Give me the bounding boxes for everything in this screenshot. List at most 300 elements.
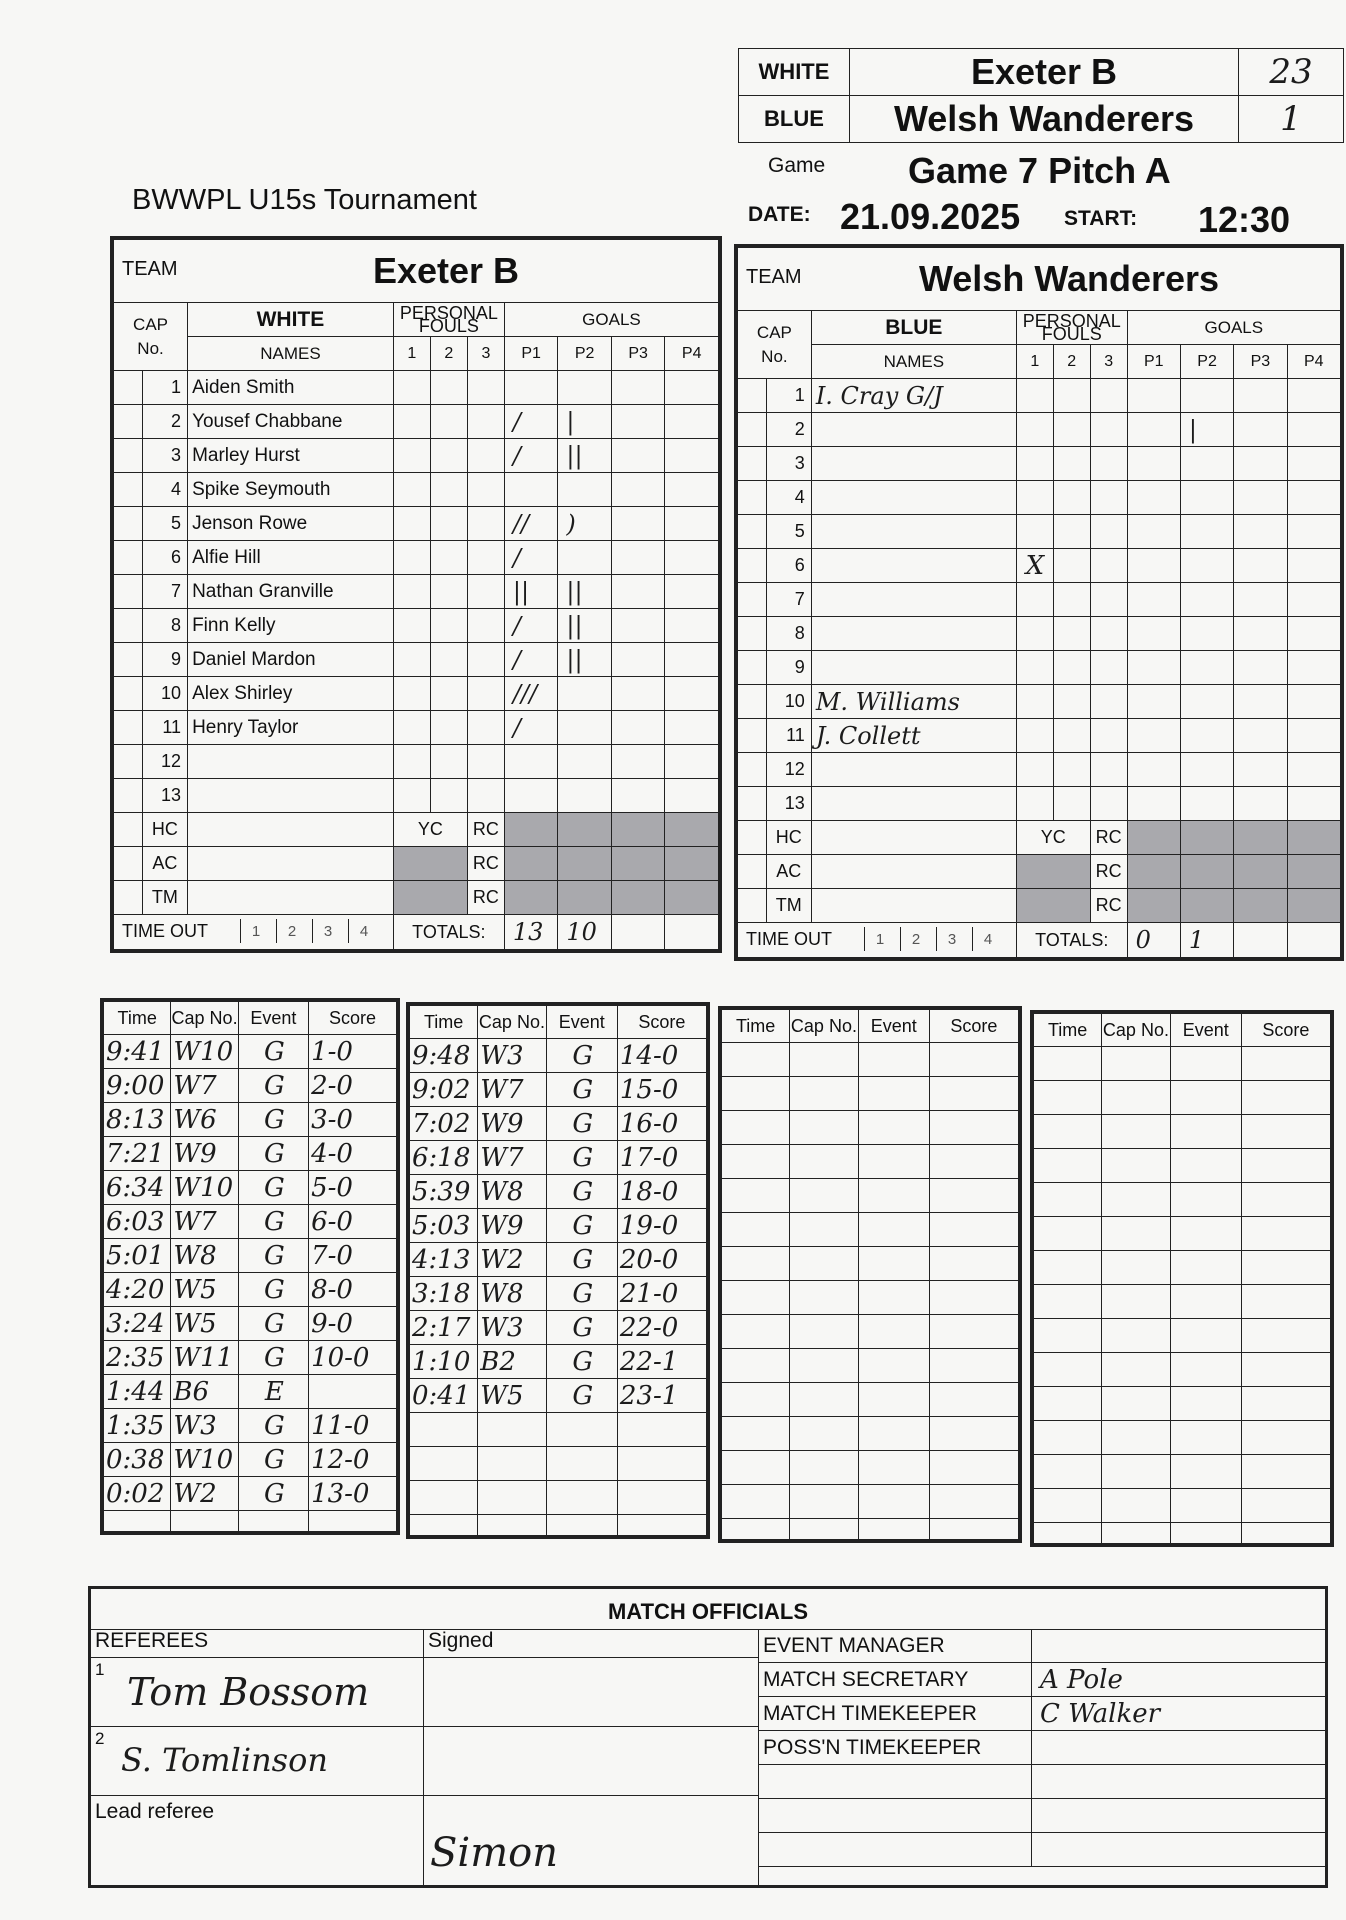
white-team-label: TEAM [122, 258, 178, 280]
player-name [811, 787, 1016, 821]
player-name: Spike Seymouth [188, 473, 394, 507]
event-log-row [722, 1281, 1019, 1315]
player-row [114, 405, 719, 439]
player-name [188, 779, 394, 813]
official-blank-row [759, 1765, 1325, 1799]
event-time: 2:17 [410, 1311, 478, 1345]
event-cap [790, 1349, 858, 1383]
lead-referee-cell [91, 1796, 423, 1886]
player-name: J. Collett [811, 719, 1016, 753]
shaded-goal-cell [504, 881, 557, 915]
official-spacer [114, 881, 143, 915]
event-log-row [104, 1375, 397, 1409]
event-cap: W2 [478, 1243, 546, 1277]
event-time: 7:02 [410, 1107, 478, 1141]
white-official-row-ac [114, 847, 719, 881]
event-type: G [546, 1379, 617, 1413]
player-foul-1 [393, 643, 430, 677]
player-goals-p4 [665, 643, 719, 677]
official-role-label: HC [766, 821, 811, 855]
shaded-goal-cell [611, 881, 664, 915]
event-score: 16-0 [617, 1107, 706, 1141]
player-foul-1 [393, 745, 430, 779]
event-score: 11-0 [309, 1409, 397, 1443]
blue-timeout-cell [738, 923, 1017, 958]
player-foul-2 [1053, 481, 1090, 515]
event-time [1034, 1081, 1102, 1115]
event-log-row [104, 1103, 397, 1137]
event-time [1034, 1421, 1102, 1455]
log-header-cell: Score [929, 1010, 1018, 1043]
event-score [929, 1213, 1018, 1247]
event-log-row [104, 1477, 397, 1511]
blue-official-row-hc [738, 821, 1341, 855]
player-row [738, 719, 1341, 753]
referee-2-number: 2 [95, 1729, 105, 1748]
event-type [858, 1281, 929, 1315]
player-foul-1 [1016, 719, 1053, 753]
player-name [811, 447, 1016, 481]
player-spacer [114, 609, 143, 643]
player-row [114, 541, 719, 575]
player-cap-number: 13 [142, 779, 187, 813]
player-goals-p1 [504, 371, 557, 405]
player-goals-p3 [1234, 515, 1287, 549]
log-footer-cell [546, 1515, 617, 1536]
event-score [1241, 1183, 1330, 1217]
event-time: 5:01 [104, 1239, 171, 1273]
player-goals-p1: / [504, 609, 557, 643]
log-header-cell: Event [238, 1002, 308, 1035]
player-goals-p1 [504, 779, 557, 813]
player-cap-number: 3 [766, 447, 811, 481]
event-log-row [410, 1141, 707, 1175]
timeout-box-2: 2 [276, 919, 307, 943]
official-spacer [738, 855, 767, 889]
blue-cap-header [738, 311, 812, 379]
player-foul-3 [467, 711, 504, 745]
player-goals-p2 [1180, 447, 1233, 481]
yellow-card-shaded [393, 881, 467, 915]
player-name: Alex Shirley [188, 677, 394, 711]
event-type [1170, 1387, 1241, 1421]
player-name [811, 651, 1016, 685]
event-cap: W2 [171, 1477, 238, 1511]
event-cap [790, 1315, 858, 1349]
player-goals-p4 [665, 745, 719, 779]
player-goals-p4 [665, 609, 719, 643]
event-log-row [410, 1311, 707, 1345]
player-name [188, 745, 394, 779]
event-type [1170, 1285, 1241, 1319]
event-time: 6:34 [104, 1171, 171, 1205]
referee-1-signature [424, 1658, 758, 1727]
player-foul-2 [430, 473, 467, 507]
event-log-row [1034, 1251, 1331, 1285]
event-cap [790, 1077, 858, 1111]
event-type: G [546, 1277, 617, 1311]
event-log-row [410, 1413, 707, 1447]
event-time: 1:44 [104, 1375, 171, 1409]
blue-label: BLUE [739, 96, 850, 143]
event-log-row [104, 1239, 397, 1273]
shaded-goal-cell [558, 813, 611, 847]
event-log-4 [1030, 1010, 1334, 1547]
player-name [811, 617, 1016, 651]
player-foul-3 [467, 439, 504, 473]
blue-team-name: Welsh Wanderers [850, 96, 1239, 143]
event-type [1170, 1489, 1241, 1523]
date-label: DATE: [748, 203, 811, 226]
shaded-goal-cell [665, 847, 719, 881]
player-goals-p3 [611, 371, 664, 405]
event-score: 7-0 [309, 1239, 397, 1273]
player-goals-p1 [1127, 515, 1180, 549]
blue-roster-sheet [734, 244, 1344, 961]
blue-team-cell [738, 248, 1341, 311]
player-foul-1 [393, 473, 430, 507]
event-log-row [722, 1315, 1019, 1349]
event-cap [790, 1417, 858, 1451]
player-name: Marley Hurst [188, 439, 394, 473]
event-cap [790, 1451, 858, 1485]
event-cap [1102, 1251, 1170, 1285]
official-role-label: MATCH SECRETARY [759, 1663, 1032, 1697]
event-time [1034, 1319, 1102, 1353]
player-foul-2 [430, 609, 467, 643]
referee-1-name: Tom Bossom [127, 1670, 370, 1714]
totals-label: TOTALS: [393, 915, 504, 950]
player-spacer [738, 651, 767, 685]
event-log-row [1034, 1353, 1331, 1387]
referee-1-cell [91, 1658, 423, 1727]
player-goals-p3 [611, 507, 664, 541]
player-foul-2 [430, 439, 467, 473]
player-cap-number: 8 [766, 617, 811, 651]
white-cap-header [114, 303, 188, 371]
player-goals-p1 [1127, 447, 1180, 481]
event-type: G [238, 1307, 308, 1341]
event-time [722, 1145, 790, 1179]
event-cap: W3 [478, 1311, 546, 1345]
player-foul-1 [393, 507, 430, 541]
player-name [811, 413, 1016, 447]
player-cap-number: 9 [766, 651, 811, 685]
player-foul-3 [467, 541, 504, 575]
shaded-goal-cell [665, 881, 719, 915]
event-log-row [1034, 1217, 1331, 1251]
timeout-box-4: 4 [972, 927, 1003, 951]
log-footer-cell [104, 1511, 171, 1532]
event-score: 18-0 [617, 1175, 706, 1209]
player-foul-2 [1053, 685, 1090, 719]
timeout-box-3: 3 [312, 919, 343, 943]
event-log-row [104, 1341, 397, 1375]
event-type: G [238, 1341, 308, 1375]
event-log-row [1034, 1149, 1331, 1183]
event-time [722, 1281, 790, 1315]
event-type [1170, 1421, 1241, 1455]
official-role-label: HC [142, 813, 187, 847]
player-goals-p3 [1234, 379, 1287, 413]
player-name [811, 515, 1016, 549]
officials-roles-table [759, 1629, 1325, 1867]
player-row [738, 583, 1341, 617]
log-header-cell: Cap No. [790, 1010, 858, 1043]
player-row [738, 481, 1341, 515]
player-foul-1 [393, 609, 430, 643]
shaded-goal-cell [1127, 855, 1180, 889]
event-score [929, 1077, 1018, 1111]
event-type [858, 1179, 929, 1213]
referees-column [91, 1629, 424, 1885]
player-goals-p4 [1287, 447, 1340, 481]
log-header-cell: Score [617, 1006, 706, 1039]
player-goals-p1: /// [504, 677, 557, 711]
player-spacer [114, 779, 143, 813]
player-goals-p4 [1287, 583, 1340, 617]
shaded-goal-cell [665, 813, 719, 847]
official-blank-cell [1032, 1833, 1326, 1867]
event-time [1034, 1149, 1102, 1183]
player-foul-2 [430, 405, 467, 439]
player-foul-3 [1090, 583, 1127, 617]
event-time [722, 1077, 790, 1111]
player-spacer [114, 371, 143, 405]
white-team-name: Exeter B [850, 49, 1239, 96]
player-goals-p4 [665, 575, 719, 609]
referee-2-name: S. Tomlinson [121, 1741, 328, 1779]
event-log-row [1034, 1115, 1331, 1149]
event-cap: W8 [171, 1239, 238, 1273]
player-goals-p4 [1287, 753, 1340, 787]
event-score: 10-0 [309, 1341, 397, 1375]
event-cap [478, 1447, 546, 1481]
event-score [929, 1179, 1018, 1213]
event-type: G [546, 1345, 617, 1379]
event-score [929, 1145, 1018, 1179]
event-score [1241, 1421, 1330, 1455]
blue-header-row [738, 311, 1341, 345]
event-time [1034, 1217, 1102, 1251]
player-foul-1 [393, 779, 430, 813]
shaded-goal-cell [1234, 889, 1287, 923]
official-role-row [759, 1629, 1325, 1663]
player-goals-p4 [1287, 617, 1340, 651]
player-foul-1: X [1016, 549, 1053, 583]
player-name: Finn Kelly [188, 609, 394, 643]
player-row [114, 643, 719, 677]
log-footer-cell [410, 1515, 478, 1536]
event-log-row [722, 1247, 1019, 1281]
event-score: 2-0 [309, 1069, 397, 1103]
tournament-title: BWWPL U15s Tournament [132, 184, 477, 216]
event-cap: W10 [171, 1035, 238, 1069]
red-card-label: RC [1090, 821, 1127, 855]
player-goals-p4 [665, 371, 719, 405]
event-log-row [410, 1039, 707, 1073]
player-goals-p2 [558, 541, 611, 575]
event-log-row [722, 1077, 1019, 1111]
event-type [1170, 1081, 1241, 1115]
event-log-footer-row [410, 1515, 707, 1536]
player-foul-2 [430, 643, 467, 677]
event-log-row [410, 1277, 707, 1311]
event-time [722, 1485, 790, 1519]
player-row [738, 685, 1341, 719]
event-score [1241, 1489, 1330, 1523]
white-no-label: No. [137, 338, 164, 358]
event-type: G [546, 1243, 617, 1277]
event-time [722, 1451, 790, 1485]
player-cap-number: 10 [142, 677, 187, 711]
event-time: 9:02 [410, 1073, 478, 1107]
event-log-header [410, 1006, 707, 1039]
event-score: 12-0 [309, 1443, 397, 1477]
player-spacer [738, 413, 767, 447]
event-log-3 [718, 1006, 1022, 1543]
event-score [929, 1349, 1018, 1383]
player-goals-p1 [1127, 413, 1180, 447]
player-goals-p3 [611, 677, 664, 711]
player-row [114, 609, 719, 643]
player-foul-2 [430, 711, 467, 745]
event-type: G [238, 1103, 308, 1137]
blue-roster-table [737, 247, 1341, 958]
event-time: 5:03 [410, 1209, 478, 1243]
event-log-row [1034, 1081, 1331, 1115]
referee-2-signature [424, 1727, 758, 1796]
event-score: 19-0 [617, 1209, 706, 1243]
event-type [858, 1349, 929, 1383]
player-goals-p3 [611, 711, 664, 745]
player-foul-2 [1053, 617, 1090, 651]
event-time [410, 1447, 478, 1481]
player-goals-p2: || [558, 575, 611, 609]
player-foul-3 [467, 779, 504, 813]
event-cap: W7 [478, 1073, 546, 1107]
yellow-card-label: YC [1016, 821, 1090, 855]
total-p2: 10 [558, 915, 611, 950]
event-time: 2:35 [104, 1341, 171, 1375]
player-foul-1 [1016, 447, 1053, 481]
official-spacer [738, 889, 767, 923]
event-log-row [104, 1273, 397, 1307]
official-spacer [114, 813, 143, 847]
event-type [858, 1111, 929, 1145]
game-title: Game 7 Pitch A [908, 150, 1171, 191]
player-cap-number: 8 [142, 609, 187, 643]
player-foul-1 [1016, 413, 1053, 447]
player-name: Henry Taylor [188, 711, 394, 745]
event-time [722, 1179, 790, 1213]
event-cap: W11 [171, 1341, 238, 1375]
player-foul-1 [1016, 787, 1053, 821]
event-log-row [104, 1035, 397, 1069]
lead-referee-label: Lead referee [95, 1800, 215, 1823]
event-score: 17-0 [617, 1141, 706, 1175]
lead-referee-name: Simon [430, 1830, 558, 1876]
event-log-2 [406, 1002, 710, 1539]
player-cap-number: 7 [142, 575, 187, 609]
event-cap: W9 [478, 1107, 546, 1141]
player-goals-p4 [1287, 481, 1340, 515]
player-goals-p3 [1234, 685, 1287, 719]
event-cap [790, 1213, 858, 1247]
event-score [929, 1043, 1018, 1077]
player-foul-3 [467, 371, 504, 405]
event-type [546, 1481, 617, 1515]
player-goals-p2 [1180, 685, 1233, 719]
match-date: 21.09.2025 [840, 196, 1021, 237]
white-roster-table [113, 239, 719, 950]
player-foul-2 [430, 779, 467, 813]
red-card-label: RC [467, 847, 504, 881]
event-time: 8:13 [104, 1103, 171, 1137]
event-cap: W7 [171, 1205, 238, 1239]
event-cap [1102, 1353, 1170, 1387]
player-cap-number: 4 [142, 473, 187, 507]
blue-period-col-P3: P3 [1234, 345, 1287, 379]
player-row [114, 439, 719, 473]
timeout-box-1: 1 [864, 927, 895, 951]
event-log-footer-row [104, 1511, 397, 1532]
log-header-cell: Time [410, 1006, 478, 1039]
event-log-header [104, 1002, 397, 1035]
player-cap-number: 1 [142, 371, 187, 405]
player-foul-3 [1090, 753, 1127, 787]
event-log-row [410, 1073, 707, 1107]
player-spacer [738, 753, 767, 787]
player-foul-1 [393, 711, 430, 745]
start-time: 12:30 [1198, 199, 1291, 240]
player-goals-p4 [1287, 413, 1340, 447]
totals-label: TOTALS: [1016, 923, 1127, 958]
log-header-cell: Event [546, 1006, 617, 1039]
player-cap-number: 6 [142, 541, 187, 575]
shaded-goal-cell [1180, 889, 1233, 923]
official-blank-row [759, 1799, 1325, 1833]
timeout-label: TIME OUT [746, 929, 832, 949]
event-log-row [722, 1043, 1019, 1077]
event-score: 22-0 [617, 1311, 706, 1345]
event-log-row [104, 1205, 397, 1239]
event-type [1170, 1217, 1241, 1251]
white-goals-header: GOALS [504, 303, 718, 337]
event-log-row [722, 1417, 1019, 1451]
official-spacer [114, 847, 143, 881]
player-foul-1 [1016, 617, 1053, 651]
event-cap: W7 [171, 1069, 238, 1103]
red-card-label: RC [467, 813, 504, 847]
player-goals-p3 [611, 575, 664, 609]
player-row [114, 779, 719, 813]
player-spacer [114, 473, 143, 507]
player-name [811, 753, 1016, 787]
player-foul-1 [393, 575, 430, 609]
player-foul-2 [1053, 413, 1090, 447]
timeout-box-3: 3 [936, 927, 967, 951]
log-header-cell: Time [722, 1010, 790, 1043]
log-header-cell: Event [858, 1010, 929, 1043]
timeout-box-2: 2 [900, 927, 931, 951]
player-goals-p3 [611, 473, 664, 507]
shaded-goal-cell [504, 847, 557, 881]
log-footer-cell [478, 1515, 546, 1536]
player-goals-p4 [665, 439, 719, 473]
official-name [188, 813, 394, 847]
player-goals-p1 [1127, 753, 1180, 787]
